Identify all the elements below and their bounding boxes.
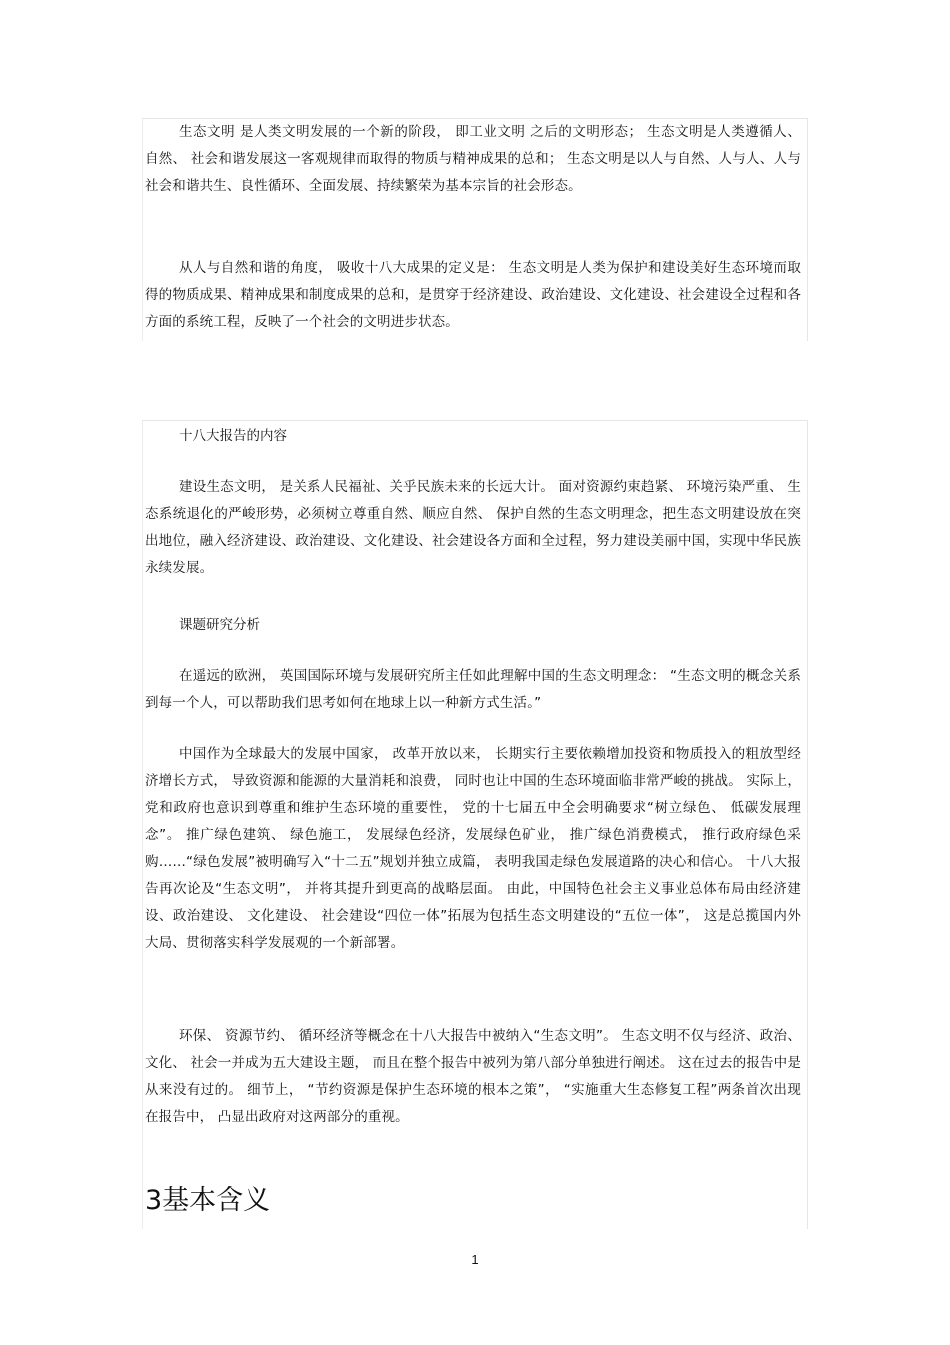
report-content-heading: 十八大报告的内容 [179, 428, 287, 444]
china-development-paragraph: 中国作为全球最大的发展中国家， 改革开放以来， 长期实行主要依赖增加投资和物质投入的粗放型经济增长方式， 导致资源和能源的大量消耗和浪费， 同时也让中国的生态环境面临非常严峻的挑战。 实际上， 党和政府也意识到尊重和维护生态环境的重要性， 党的十七届五中全会明确要求“树立绿色、 低碳发展理念”。 推广绿色建筑、 绿色施工， 发展绿色经济，发展绿色矿业， 推广绿色消费模式， 推行政府绿色采购……“绿色发展”被明确写入“十二五”规划并独立成篇， 表明我国走绿色发展道路的决心和信心。 十八大报告再次论及“生态文明”， 并将其提升到更高的战略层面。 由此，中国特色社会主义事业总体布局由经济建设、政治建设、 文化建设、 社会建设“四位一体”拓展为包括生态文明建设的“五位一体”， 这是总揽国内外大局、贯彻落实科学发展观的一个新部署。 [145, 746, 801, 951]
section-2-frame [142, 420, 808, 1229]
section-1-frame [142, 118, 808, 341]
europe-quote-paragraph: 在遥远的欧洲， 英国国际环境与发展研究所主任如此理解中国的生态文明理念： “生态文明的概念关系到每一个人，可以帮助我们思考如何在地球上以一种新方式生活。” [145, 668, 801, 711]
research-analysis-heading: 课题研究分析 [179, 617, 260, 633]
definition-paragraph: 生态文明 是人类文明发展的一个新的阶段， 即工业文明 之后的文明形态； 生态文明是人类遵循人、 自然、 社会和谐发展这一客观规律而取得的物质与精神成果的总和； 生态文明是以人与自然、人与人、人与社会和谐共生、良性循环、全面发展、持续繁荣为基本宗旨的社会形态。 [145, 124, 801, 194]
ecological-civilization-paragraph: 环保、 资源节约、 循环经济等概念在十八大报告中被纳入“生态文明”。 生态文明不仅与经济、政治、 文化、 社会一并成为五大建设主题， 而且在整个报告中被列为第八部分单独进行阐述。 这在过去的报告中是从来没有过的。 细节上， “节约资源是保护生态环境的根本之策”， “实施重大生态修复工程”两条首次出现在报告中， 凸显出政府对这两部分的重视。 [145, 1028, 801, 1125]
report-content-paragraph: 建设生态文明， 是关系人民福祉、关乎民族未来的长远大计。 面对资源约束趋紧、 环境污染严重、 生态系统退化的严峻形势，必须树立尊重自然、顺应自然、 保护自然的生态文明理念，把生态文明建设放在突出地位，融入经济建设、政治建设、文化建设、社会建设各方面和全过程，努力建设美丽中国，实现中华民族永续发展。 [145, 479, 801, 576]
page-number: 1 [471, 1252, 479, 1267]
section-title-basic-meaning: 3基本含义 [145, 1185, 271, 1216]
eighteenth-congress-definition-paragraph: 从人与自然和谐的角度， 吸收十八大成果的定义是： 生态文明是人类为保护和建设美好生态环境而取得的物质成果、精神成果和制度成果的总和，是贯穿于经济建设、政治建设、文化建设、社会建设全过程和各方面的系统工程，反映了一个社会的文明进步状态。 [145, 260, 801, 330]
